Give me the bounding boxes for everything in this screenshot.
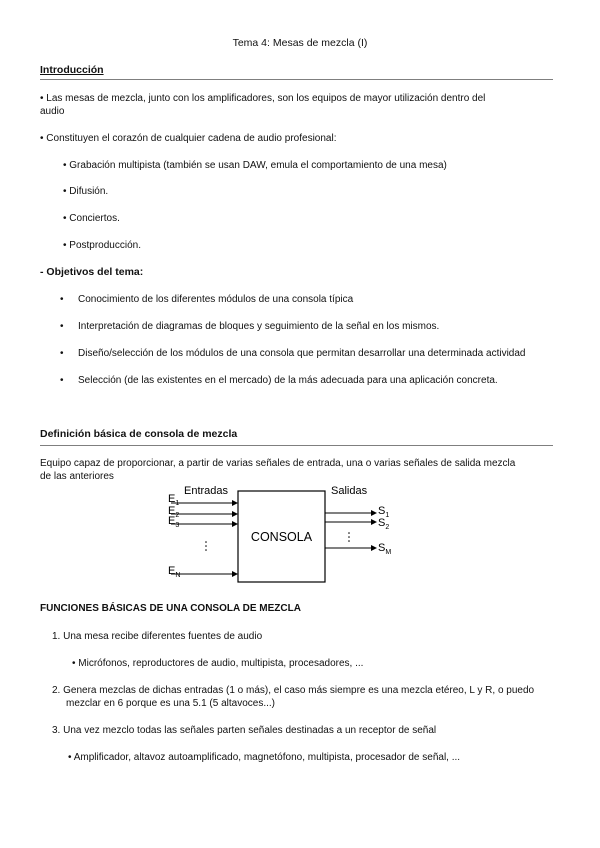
console-box-label: CONSOLA — [250, 530, 313, 544]
definition-line-2: de las anteriores — [40, 471, 114, 482]
output-ellipsis-dot — [348, 540, 350, 542]
function-item-1: 1. Una mesa recibe diferentes fuentes de audio — [52, 631, 263, 642]
input-ellipsis-dot — [205, 541, 207, 543]
input-label-e1: $E_1$ — [168, 493, 180, 507]
function-item-2-line-1: 2. Genera mezclas de dichas entradas (1 o más), el caso más siempre es una mezcla etéreo, L y R, o puedo — [52, 685, 535, 696]
console-block-diagram — [166, 484, 406, 584]
objective-bullet: • — [60, 375, 64, 386]
functions-heading: FUNCIONES BÁSICAS DE UNA CONSOLA DE MEZCLA — [40, 603, 301, 614]
definition-rule — [40, 445, 553, 446]
output-ellipsis-dot — [348, 536, 350, 538]
function-item-3: 3. Una vez mezclo todas las señales parten señales destinadas a un receptor de señal — [52, 725, 437, 736]
objective-bullet: • — [60, 321, 64, 332]
objective-bullet: • — [60, 348, 64, 359]
output-label-s2: $S_2$ — [378, 517, 390, 531]
definition-heading: Definición básica de consola de mezcla — [40, 428, 238, 440]
input-label-en: $E_N$ — [168, 565, 181, 579]
intro-item: • Difusión. — [63, 186, 109, 197]
definition-line-1: Equipo capaz de proporcionar, a partir de varias señales de entrada, una o varias señales de salida mezcla — [40, 458, 516, 469]
outputs-label: Salidas — [331, 485, 368, 497]
output-label-s1: $S_1$ — [378, 505, 390, 519]
objective-bullet: • — [60, 294, 64, 305]
objective-item: Selección (de las existentes en el mercado) de la más adecuada para una aplicación concreta. — [78, 375, 498, 386]
objective-item: Conocimiento de los diferentes módulos de una consola típica — [78, 294, 354, 305]
function-item-2-line-2: mezclar en 6 porque es una 5.1 (5 altavoces...) — [66, 698, 276, 709]
output-ellipsis-dot — [348, 532, 350, 534]
intro-item: • Postproducción. — [63, 240, 141, 251]
intro-paragraph-2: • Constituyen el corazón de cualquier cadena de audio profesional: — [40, 133, 337, 144]
page-title: Tema 4: Mesas de mezcla (I) — [232, 37, 368, 49]
inputs-label: Entradas — [184, 485, 229, 497]
intro-paragraph-1-line-1: • Las mesas de mezcla, junto con los amplificadores, son los equipos de mayor utilización dentro del — [40, 93, 486, 104]
intro-heading: Introducción — [40, 64, 104, 76]
input-ellipsis-dot — [205, 545, 207, 547]
objective-item: Interpretación de diagramas de bloques y seguimiento de la señal en los mismos. — [78, 321, 440, 332]
intro-paragraph-1-line-2: audio — [40, 106, 65, 117]
function-item-1-sub: • Micrófonos, reproductores de audio, multipista, procesadores, ... — [72, 658, 364, 669]
objective-item: Diseño/selección de los módulos de una consola que permitan desarrollar una determinada actividad — [78, 348, 526, 359]
intro-item: • Conciertos. — [63, 213, 120, 224]
function-item-3-sub: • Amplificador, altavoz autoamplificado, magnetófono, multipista, procesador de señal, ... — [68, 752, 461, 763]
intro-rule — [40, 79, 553, 80]
input-label-e2: $E_2$ — [168, 505, 180, 519]
input-label-e3: $E_3$ — [168, 515, 180, 529]
intro-item: • Grabación multipista (también se usan DAW, emula el comportamiento de una mesa) — [63, 160, 447, 171]
input-ellipsis-dot — [205, 549, 207, 551]
objectives-heading: - Objetivos del tema: — [40, 266, 144, 278]
output-label-sm: $S_M$ — [378, 542, 392, 556]
